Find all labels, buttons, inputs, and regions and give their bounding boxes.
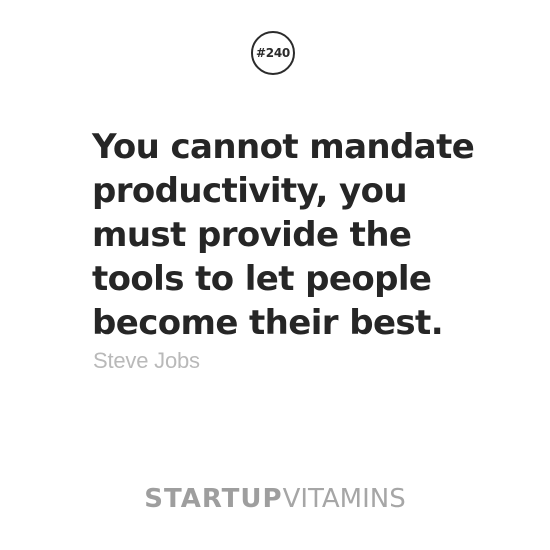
quote-line: must provide the (92, 215, 412, 255)
quote-line: You cannot mandate (92, 127, 475, 167)
quote-text (92, 125, 532, 345)
quote-author: Steve Jobs (93, 348, 200, 373)
brand-logo (0, 484, 550, 514)
brand-logo-part2: VITAMINS (282, 484, 406, 514)
brand-logo-part1: STARTUP (144, 484, 283, 514)
quote-line: become their best. (92, 303, 444, 343)
quote-line: productivity, you (92, 171, 407, 211)
quote-line: tools to let people (92, 259, 432, 299)
quote-number-label: #240 (256, 46, 290, 60)
quote-number-badge (251, 31, 295, 75)
